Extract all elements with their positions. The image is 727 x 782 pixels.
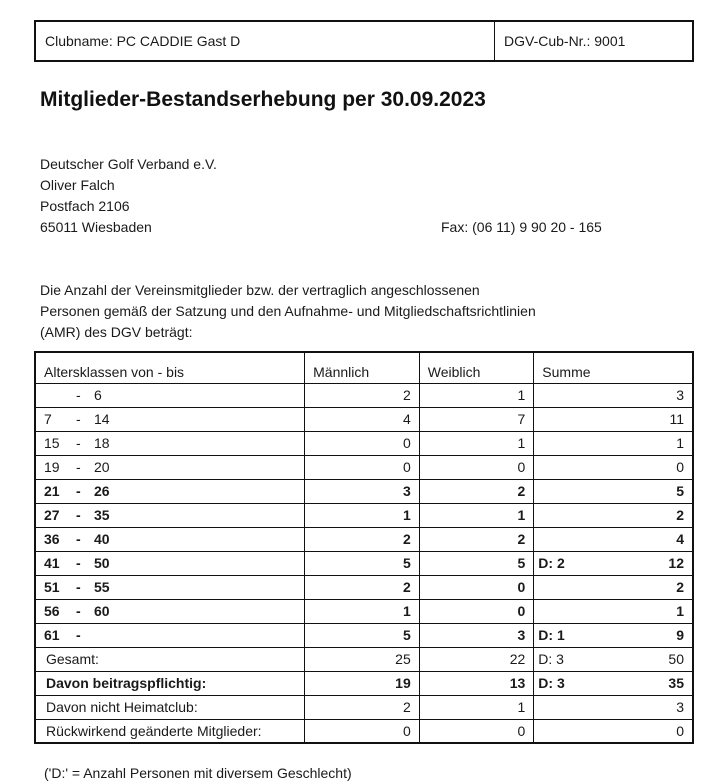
female-count: 3 [419, 623, 534, 647]
sum-cell [534, 383, 693, 407]
age-from: 21 [44, 483, 60, 499]
table-row [35, 383, 693, 407]
male-count: 1 [305, 503, 420, 527]
female-count: 0 [419, 719, 534, 743]
table-row [35, 407, 693, 431]
age-from: 56 [44, 603, 60, 619]
table-row [35, 455, 693, 479]
age-from: 41 [44, 555, 60, 571]
diverse-count: D: 1 [538, 627, 565, 643]
sum-value: 0 [676, 722, 684, 739]
male-count: 2 [305, 695, 420, 719]
sum-wrap [534, 483, 692, 499]
sum-value: 35 [668, 675, 684, 691]
age-dash: - [76, 507, 81, 523]
summary-row [35, 671, 693, 695]
age-range [35, 455, 305, 479]
sum-wrap [534, 387, 692, 403]
age-range [35, 383, 305, 407]
header-box [34, 20, 694, 62]
table-row [35, 575, 693, 599]
members-table [34, 351, 694, 744]
address-line-2: Oliver Falch [40, 177, 115, 193]
sum-cell [534, 575, 693, 599]
sum-wrap [534, 603, 692, 619]
table-row [35, 527, 693, 551]
table-row [35, 503, 693, 527]
age-range [35, 551, 305, 575]
page-title: Mitglieder-Bestandserhebung per 30.09.2023 [40, 88, 486, 111]
age-from: 15 [44, 435, 60, 451]
sum-value: 2 [676, 507, 684, 523]
age-to: 20 [94, 459, 110, 475]
summary-row [35, 695, 693, 719]
age-range [35, 479, 305, 503]
summary-label: Gesamt: [35, 647, 305, 671]
female-count: 0 [419, 575, 534, 599]
male-count: 2 [305, 383, 420, 407]
sum-value: 5 [676, 483, 684, 499]
male-count: 0 [305, 719, 420, 743]
female-count: 7 [419, 407, 534, 431]
diverse-count: D: 2 [538, 555, 565, 571]
intro-line-2: Personen gemäß der Satzung und den Aufnahme- und Mitgliedschaftsrichtlinien [40, 303, 536, 319]
age-range [35, 575, 305, 599]
fax-number: Fax: (06 11) 9 90 20 - 165 [441, 219, 602, 235]
female-count: 5 [419, 551, 534, 575]
header-age: Altersklassen von - bis [35, 352, 305, 383]
male-count: 1 [305, 599, 420, 623]
age-range [35, 527, 305, 551]
age-dash: - [76, 387, 81, 403]
female-count: 0 [419, 599, 534, 623]
table-row [35, 623, 693, 647]
intro-text [40, 280, 600, 343]
table-row [35, 431, 693, 455]
address-line-1: Deutscher Golf Verband e.V. [40, 156, 217, 172]
age-from: 51 [44, 579, 60, 595]
sum-value: 11 [669, 411, 684, 427]
age-range [35, 503, 305, 527]
footnote: ('D:' = Anzahl Personen mit diversem Geschlecht) [44, 765, 352, 781]
sum-cell [534, 527, 693, 551]
female-count: 1 [419, 431, 534, 455]
female-count: 1 [419, 383, 534, 407]
female-count: 2 [419, 527, 534, 551]
sum-value: 3 [676, 387, 684, 403]
age-to: 40 [94, 531, 110, 547]
male-count: 2 [305, 575, 420, 599]
female-count: 0 [419, 455, 534, 479]
sum-cell [534, 695, 693, 719]
age-dash: - [76, 555, 81, 571]
sum-value: 50 [668, 651, 684, 667]
sum-wrap [534, 435, 692, 451]
diverse-count: D: 3 [538, 651, 564, 667]
female-count: 13 [419, 671, 534, 695]
sum-cell [534, 671, 693, 695]
address-line-4: 65011 Wiesbaden [40, 219, 152, 235]
male-count: 2 [305, 527, 420, 551]
male-count: 19 [305, 671, 420, 695]
sum-value: 0 [676, 459, 684, 475]
sum-cell [534, 479, 693, 503]
table-header-row [35, 352, 693, 383]
age-dash: - [76, 627, 81, 643]
sum-wrap [534, 555, 692, 571]
sum-cell [534, 719, 693, 743]
summary-label: Davon nicht Heimatclub: [35, 695, 305, 719]
age-from: 36 [44, 531, 60, 547]
age-dash: - [76, 435, 81, 451]
intro-line-1: Die Anzahl der Vereinsmitglieder bzw. der vertraglich angeschlossenen [40, 282, 480, 298]
age-to: 50 [94, 555, 110, 571]
sum-wrap [534, 699, 692, 715]
table-body [35, 383, 693, 743]
address-line-3: Postfach 2106 [40, 198, 130, 214]
age-dash: - [76, 483, 81, 499]
age-range [35, 599, 305, 623]
age-from: 19 [44, 459, 60, 475]
sum-wrap [534, 411, 692, 427]
sum-wrap [534, 723, 692, 739]
sum-cell [534, 599, 693, 623]
sum-wrap [534, 531, 692, 547]
header-sum: Summe [534, 352, 693, 383]
age-to: 26 [94, 483, 110, 499]
female-count: 22 [419, 647, 534, 671]
table-row [35, 551, 693, 575]
sum-value: 4 [676, 531, 684, 547]
age-range [35, 623, 305, 647]
sum-wrap [534, 507, 692, 523]
sum-cell [534, 503, 693, 527]
age-dash: - [76, 579, 81, 595]
age-range [35, 407, 305, 431]
female-count: 2 [419, 479, 534, 503]
sum-value: 2 [676, 579, 684, 595]
male-count: 0 [305, 431, 420, 455]
age-to: 35 [94, 507, 110, 523]
age-dash: - [76, 603, 81, 619]
age-from: 7 [44, 411, 52, 427]
summary-row [35, 647, 693, 671]
male-count: 3 [305, 479, 420, 503]
age-to: 18 [94, 435, 110, 451]
sum-cell [534, 407, 693, 431]
age-dash: - [76, 531, 81, 547]
sum-value: 9 [676, 627, 684, 643]
male-count: 4 [305, 407, 420, 431]
sum-cell [534, 551, 693, 575]
sum-value: 3 [676, 699, 684, 715]
summary-label: Davon beitragspflichtig: [35, 671, 305, 695]
sum-cell [534, 623, 693, 647]
summary-label: Rückwirkend geänderte Mitglieder: [35, 719, 305, 743]
age-to: 60 [94, 603, 110, 619]
age-to: 6 [94, 387, 102, 403]
sum-value: 12 [668, 555, 684, 571]
clubname: Clubname: PC CADDIE Gast D [36, 22, 495, 60]
header-male: Männlich [305, 352, 420, 383]
age-from: 61 [44, 627, 60, 643]
table-row [35, 479, 693, 503]
age-dash: - [76, 411, 81, 427]
sum-value: 1 [676, 603, 684, 619]
sum-cell [534, 431, 693, 455]
table-row [35, 599, 693, 623]
age-from: 27 [44, 507, 60, 523]
age-to: 14 [94, 411, 110, 427]
male-count: 5 [305, 623, 420, 647]
female-count: 1 [419, 503, 534, 527]
summary-row [35, 719, 693, 743]
sum-wrap [534, 627, 692, 643]
male-count: 0 [305, 455, 420, 479]
intro-line-3: (AMR) des DGV beträgt: [40, 324, 193, 340]
diverse-count: D: 3 [538, 675, 565, 691]
header-female: Weiblich [419, 352, 534, 383]
age-to: 55 [94, 579, 110, 595]
age-range [35, 431, 305, 455]
male-count: 5 [305, 551, 420, 575]
sum-wrap [534, 651, 692, 667]
sum-wrap [534, 459, 692, 475]
female-count: 1 [419, 695, 534, 719]
age-dash: - [76, 459, 81, 475]
sum-wrap [534, 579, 692, 595]
male-count: 25 [305, 647, 420, 671]
sum-cell [534, 455, 693, 479]
dgv-club-number: DGV-Cub-Nr.: 9001 [504, 33, 626, 49]
sum-wrap [534, 675, 692, 691]
sum-cell [534, 647, 693, 671]
sum-value: 1 [676, 435, 684, 451]
